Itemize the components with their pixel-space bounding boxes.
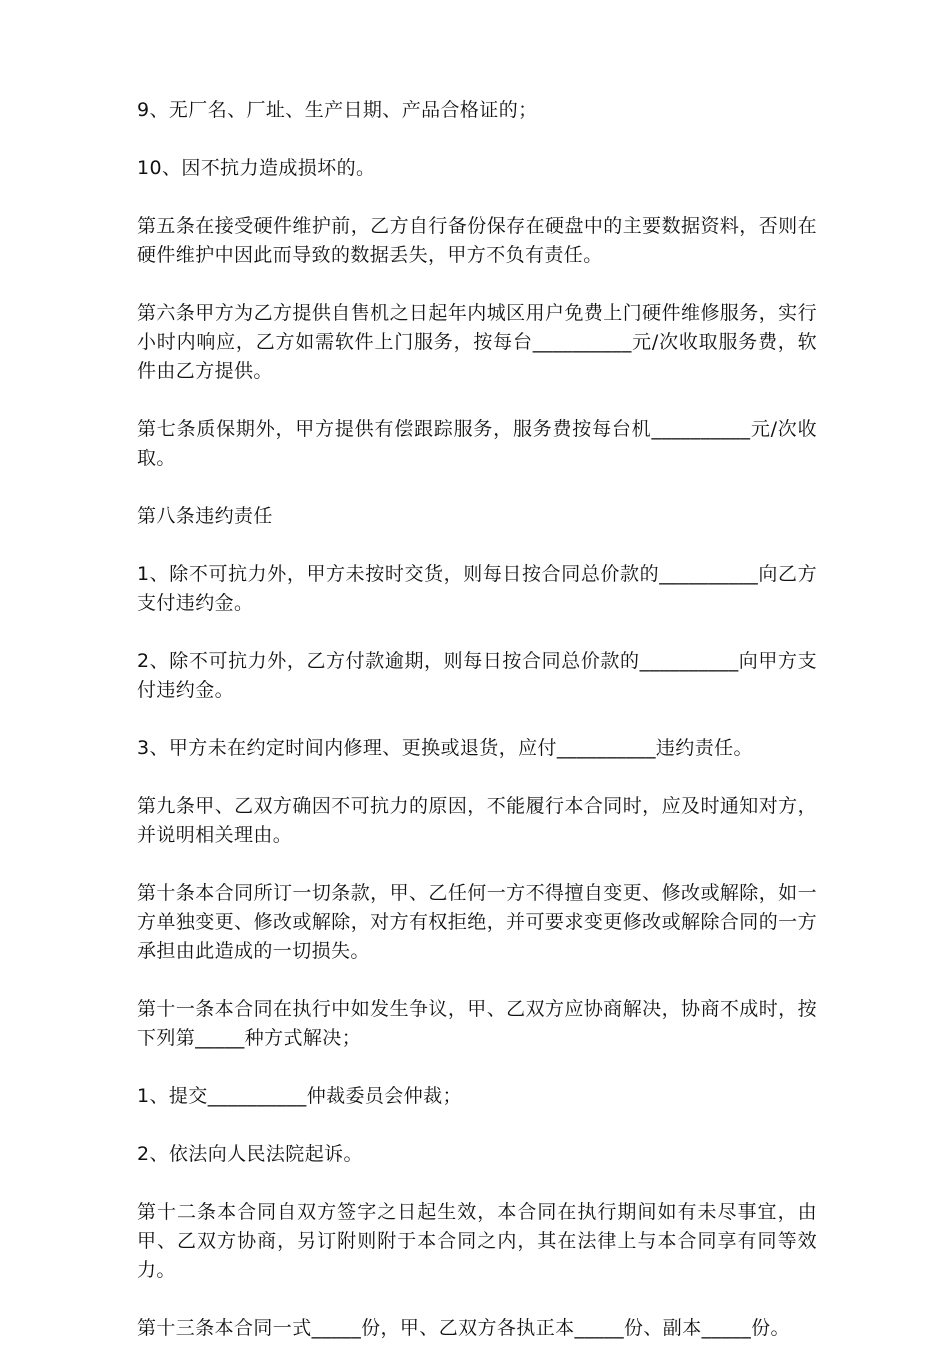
paragraph-article-11: 第十一条本合同在执行中如发生争议，甲、乙双方应协商解决，协商不成时，按下列第_____种方式解决； — [137, 998, 817, 1049]
paragraph-item-10-force-majeure-damage: 10、因不抗力造成损坏的。 — [137, 157, 376, 179]
paragraph-article-8-item-3: 3、甲方未在约定时间内修理、更换或退货，应付__________违约责任。 — [137, 737, 753, 759]
paragraph-article-7: 第七条质保期外，甲方提供有偿跟踪服务，服务费按每台机__________元/次收取。 — [137, 418, 817, 469]
paragraph-article-9: 第九条甲、乙双方确因不可抗力的原因，不能履行本合同时，应及时通知对方，并说明相关理由。 — [137, 795, 817, 846]
paragraph-article-11-item-2: 2、依法向人民法院起诉。 — [137, 1143, 363, 1165]
paragraph-article-8-item-2: 2、除不可抗力外，乙方付款逾期，则每日按合同总价款的__________向甲方支付违约金。 — [137, 650, 817, 701]
paragraph-article-12: 第十二条本合同自双方签字之日起生效，本合同在执行期间如有未尽事宜，由甲、乙双方协商，另订附则附于本合同之内，其在法律上与本合同享有同等效力。 — [137, 1201, 817, 1281]
paragraph-article-11-item-1: 1、提交__________仲裁委员会仲裁； — [137, 1085, 462, 1107]
paragraph-article-13: 第十三条本合同一式_____份，甲、乙双方各执正本_____份、副本_____份。 — [137, 1317, 790, 1339]
paragraph-article-5: 第五条在接受硬件维护前，乙方自行备份保存在硬盘中的主要数据资料，否则在硬件维护中因此而导致的数据丢失，甲方不负有责任。 — [137, 215, 817, 266]
paragraph-item-9-no-factory-info: 9、无厂名、厂址、生产日期、产品合格证的； — [137, 99, 538, 121]
paragraph-article-8-item-1: 1、除不可抗力外，甲方未按时交货，则每日按合同总价款的__________向乙方支付违约金。 — [137, 563, 817, 614]
paragraph-article-10: 第十条本合同所订一切条款，甲、乙任何一方不得擅自变更、修改或解除，如一方单独变更、修改或解除，对方有权拒绝，并可要求变更修改或解除合同的一方承担由此造成的一切损失。 — [137, 882, 817, 962]
paragraph-article-6: 第六条甲方为乙方提供自售机之日起年内城区用户免费上门硬件维修服务，实行小时内响应，乙方如需软件上门服务，按每台__________元/次收取服务费，软件由乙方提供。 — [137, 302, 817, 382]
document-body — [137, 96, 817, 1372]
paragraph-article-8-heading: 第八条违约责任 — [137, 505, 273, 527]
